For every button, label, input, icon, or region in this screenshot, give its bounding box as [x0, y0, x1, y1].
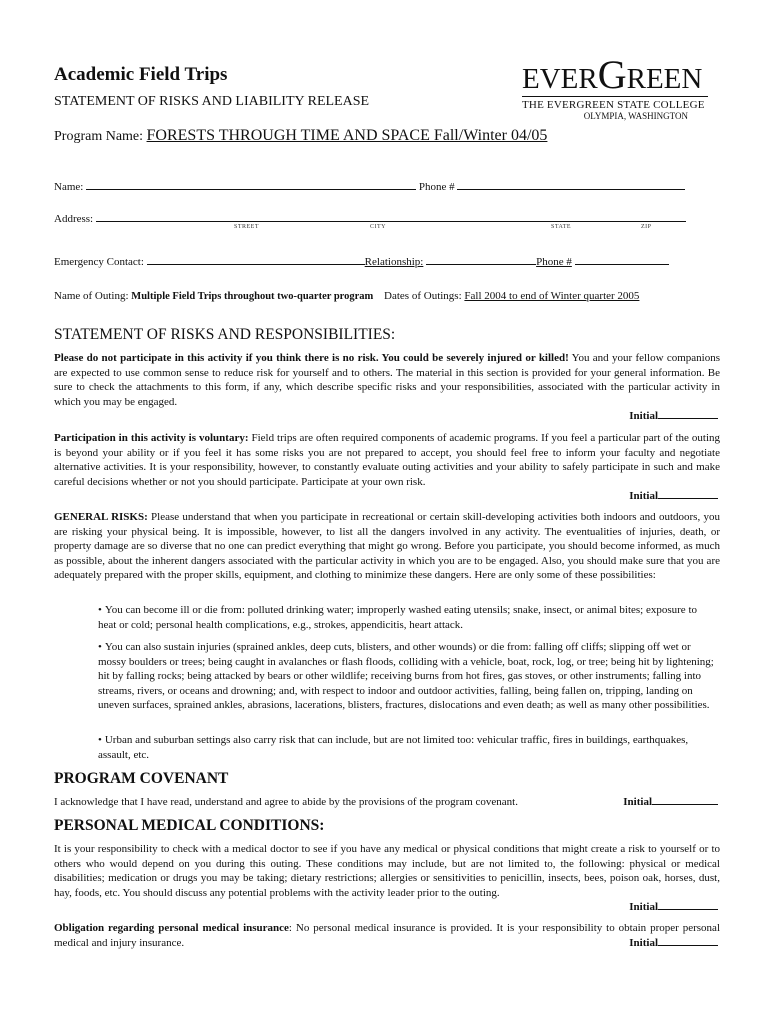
initial-medical[interactable]: Initial: [629, 900, 718, 913]
logo-college-name: THE EVERGREEN STATE COLLEGE: [522, 99, 705, 111]
initial-insurance[interactable]: Initial: [629, 936, 718, 949]
evergreen-logo: [522, 52, 708, 121]
initial-covenant[interactable]: Initial: [623, 795, 718, 808]
risk-bullet-3: • Urban and suburban settings also carry risk that can include, but are not limited too: vehicular traffic, fires in buildings, earthquakes, assault, etc.: [98, 734, 689, 761]
name-phone-row: [54, 179, 685, 193]
program-name-row: [54, 127, 547, 145]
name-label: Name:: [54, 181, 84, 193]
initial-2[interactable]: Initial: [629, 489, 718, 502]
zip-sublabel: ZIP: [641, 224, 652, 230]
program-name-value: FORESTS THROUGH TIME AND SPACE Fall/Winter 04/05: [146, 127, 548, 144]
medical-text: It is your responsibility to check with a medical doctor to see if you have any medical or physical conditions that might create a risk to yourself or to others who would depend on you during this outing. These conditions may include, but are not limited to, the following: physical or medical disabilities; medication or drugs you may be taking; dietary restrictions; allergies or sensitivities to penicillin, insects, bees, poison oak, horses, dust, hay, foods, etc. You should discuss any potential problems with the activity leader prior to the outing.: [54, 843, 720, 899]
outing-row: [54, 290, 639, 302]
emergency-phone-label: Phone #: [536, 256, 572, 268]
outing-value: Multiple Field Trips throughout two-quarter program: [131, 291, 374, 302]
phone-label: Phone #: [418, 181, 455, 193]
covenant-text: I acknowledge that I have read, understand and agree to abide by the provisions of the program covenant.: [54, 796, 518, 808]
name-field[interactable]: [86, 179, 416, 190]
state-sublabel: STATE: [551, 224, 572, 230]
logo-city: OLYMPIA, WASHINGTON: [583, 111, 688, 121]
document-subtitle: STATEMENT OF RISKS AND LIABILITY RELEASE: [54, 94, 370, 109]
risk-bullet-2: • You can also sustain injuries (sprained ankles, deep cuts, blisters, and other wounds) or die from: falling off cliffs; slipping off wet or mossy boulders or trees; being caught in avalanches or flash floods, colliding with a vehicle, boat, rock, log, or tree; being hit by lightening; hit by falling rocks; being attacked by bears or other wildlife; receiving burns from hot fires, gas stoves, or other instruments; falling into streams, rivers, or oceans and drowning; and, with respect to indoor and outdoor activities, falling, being fallen on, tripping, landing on uneven surfaces, sprained ankles, abrasions, lacerations, blisters, fractures, dislocations and even death; as well as many other possibilities.: [98, 641, 714, 712]
address-label: Address:: [54, 213, 94, 225]
risks-paragraph-1: Please do not participate in this activity if you think there is no risk. You could be severely injured or killed! You and your fellow companions are expected to use common sense to reduce risk for yourself and to others. The material in this section is provided for your general information. Be sure to check the attachments to this form, if any, which describe specific risks and your responsibilities, associated with the particular activity in which you may be engaged.: [54, 352, 720, 408]
document-title: Academic Field Trips: [54, 64, 228, 85]
address-row: [54, 211, 686, 225]
city-sublabel: CITY: [370, 224, 386, 230]
dates-value: Fall 2004 to end of Winter quarter 2005: [464, 290, 640, 302]
phone-field[interactable]: [457, 179, 685, 190]
relationship-label: Relationship:: [364, 256, 424, 268]
general-risks-paragraph: GENERAL RISKS: Please understand that when you participate in recreational or certain skill-developing activities both indoors and outdoors, you are risking your physical being. It is impossible, however, to list all the dangers involved in any activity. The eventualities of injuries, death, or property damage are so diverse that no one can predict everything that might go wrong. Before you participate, you should become informed, as much as possible, about the inherent dangers associated with the particular activity in which you are to be engaged. Also, you should make sure that you are adequately prepared with the proper skills, equipment, and clothing to minimize these dangers. Here are only some of these possibilities:: [54, 511, 720, 582]
outing-label: Name of Outing:: [54, 290, 129, 302]
emergency-phone-field[interactable]: [575, 254, 669, 265]
emergency-row: [54, 254, 669, 268]
emergency-contact-field[interactable]: [147, 254, 365, 265]
relationship-field[interactable]: [426, 254, 536, 265]
program-name-label: Program Name:: [54, 129, 144, 144]
medical-heading: PERSONAL MEDICAL CONDITIONS:: [54, 817, 325, 834]
risk-bullet-1: • You can become ill or die from: polluted drinking water; improperly washed eating utensils; snake, insect, or animal bites; exposure to heat or cold; personal health complications, e.g., strokes, appendicitis, heart attack.: [98, 604, 697, 631]
logo-wordmark: EVERGREEN: [522, 52, 703, 97]
insurance-text: Obligation regarding personal medical insurance: No personal medical insurance is provided. It is your responsibility to obtain proper personal medical and injury insurance.: [54, 922, 720, 949]
dates-label: Dates of Outings:: [384, 290, 462, 302]
address-field[interactable]: [96, 211, 686, 222]
initial-1[interactable]: Initial: [629, 409, 718, 422]
street-sublabel: STREET: [234, 224, 259, 230]
covenant-heading: PROGRAM COVENANT: [54, 770, 229, 787]
emergency-contact-label: Emergency Contact:: [54, 256, 144, 268]
risks-paragraph-2: Participation in this activity is voluntary: Field trips are often required components of academic programs. If you feel a particular part of the outing is beyond your ability or if you feel it has some risks you are not prepared to accept, you should feel free to inform your faculty and negotiate alternative activities. It is your responsibility, however, to constantly evaluate outing activities and your ability to safely participate in such and make careful decisions whether or not you should participate. Participate at your own risk.: [54, 432, 720, 488]
risks-heading: STATEMENT OF RISKS AND RESPONSIBILITIES:: [54, 326, 396, 343]
